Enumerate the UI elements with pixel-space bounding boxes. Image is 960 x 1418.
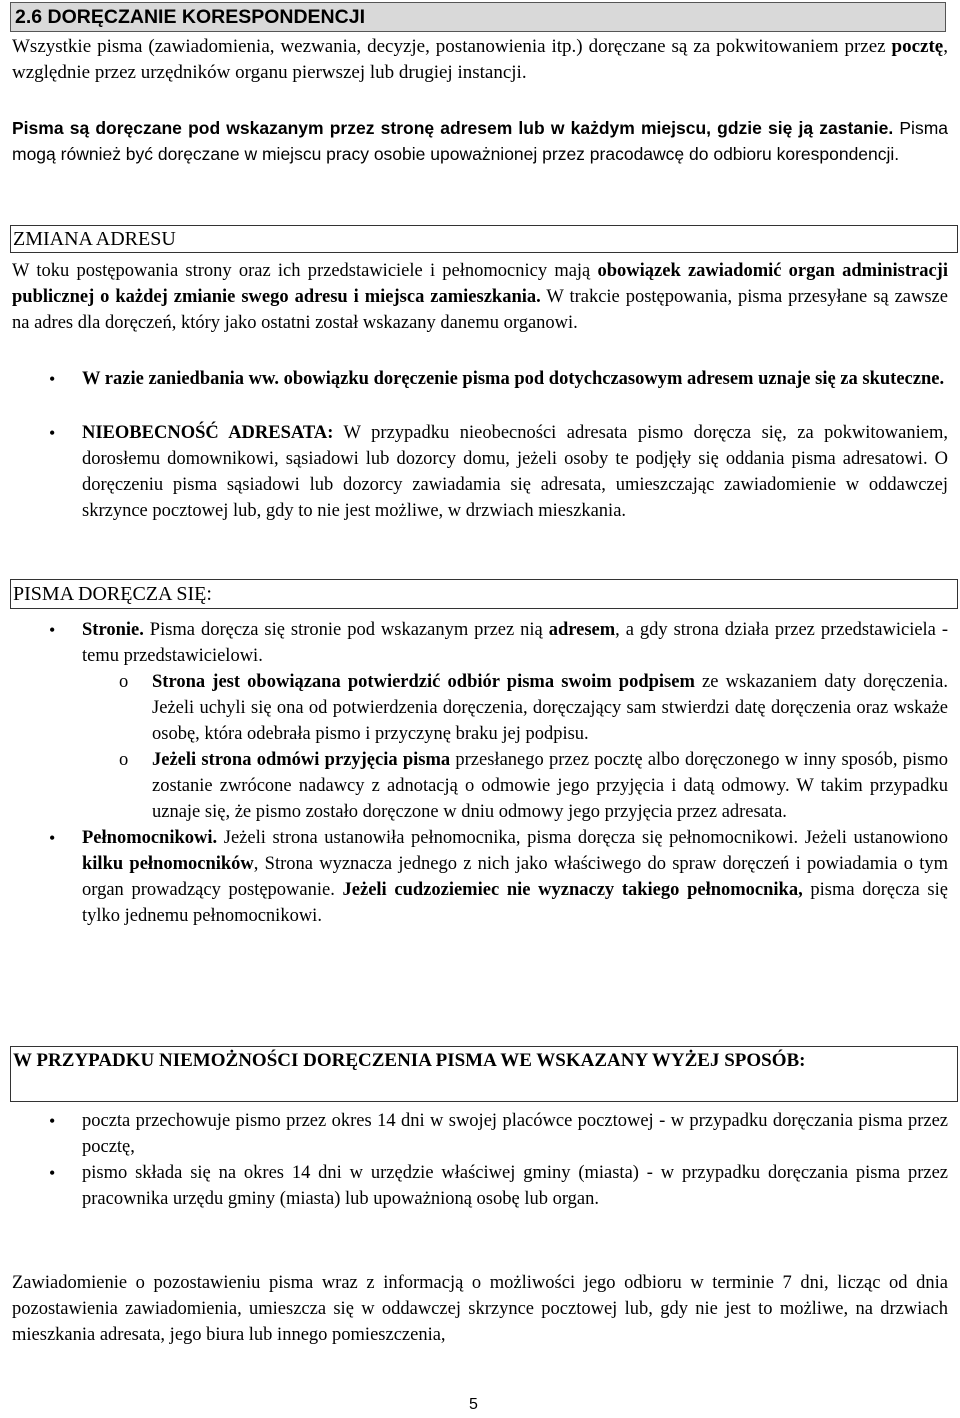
list-item	[12, 617, 948, 669]
bullet-icon: •	[49, 828, 56, 848]
w-przypadku-header: W PRZYPADKU NIEMOŻNOŚCI DORĘCZENIA PISMA WE WSKAZANY WYŻEJ SPOSÓB:	[10, 1046, 958, 1102]
bullet-icon: •	[49, 369, 56, 389]
zmiana-bold: obowiązek zawiadomić organ administracji publicznej o każdej zmianie swego adresu i miejsca zamieszkania.	[12, 261, 948, 307]
section-title: 2.6 DORĘCZANIE KORESPONDENCJI	[10, 2, 946, 32]
list-item	[12, 1108, 948, 1160]
final-paragraph: Zawiadomienie o pozostawieniu pisma wraz z informacją o możliwości jego odbioru w terminie 7 dni, licząc od dnia pozostawienia zawiadomienia, umieszcza się w oddawczej skrzynce pocztowej lub, gdy nie jest to możliwe, na drzwiach mieszkania adresata, jego biura lub innego pomieszczenia,	[12, 1273, 948, 1345]
intro-2-bold: Pisma są doręczane pod wskazanym przez stronę adresem lub w każdym miejscu, gdzie się ją zastanie.	[12, 118, 894, 138]
sub-bullet-icon: o	[119, 672, 129, 692]
pisma-doreczaj-header: PISMA DORĘCZA SIĘ:	[10, 579, 958, 609]
bullet-bold-2: adresem	[548, 620, 616, 640]
sub-bullet-icon: o	[119, 750, 129, 770]
zmiana-text-2: W trakcie postępowania, pisma przesyłane są zawsze na adres dla doręczeń, który jako ostatni został wskazany danemu organowi.	[12, 287, 948, 333]
sub-bold: Jeżeli strona odmówi przyjęcia pisma	[152, 750, 451, 770]
bullet-bold: Stronie.	[82, 620, 144, 640]
intro-paragraph-1	[12, 34, 948, 86]
sub-list-item	[12, 669, 948, 747]
bullet-text-2: , a gdy strona działa przez przedstawiciela - temu przedstawicielowi.	[82, 620, 948, 666]
list-item	[12, 420, 948, 524]
bullet-text-3: pisma doręcza się tylko jednemu pełnomocnikowi.	[82, 880, 948, 926]
intro-2-text: Pisma mogą również być doręczane w miejscu pracy osobie upoważnionej przez pracodawcę do odbioru korespondencji.	[12, 118, 949, 164]
bullet-bold-2: kilku pełnomocników	[82, 854, 254, 874]
intro-text-2: , względnie przez urzędników organu pierwszej lub drugiej instancji.	[12, 36, 948, 83]
list-item	[12, 1160, 948, 1212]
bullet-text: poczta przechowuje pismo przez okres 14 dni w swojej placówce pocztowej - w przypadku doręczania pisma przez pocztę,	[82, 1111, 948, 1157]
bullet-icon: •	[49, 1111, 56, 1131]
intro-paragraph-2	[12, 115, 948, 167]
zmiana-bullet-list	[12, 366, 948, 392]
sub-list-item	[12, 747, 948, 825]
bullet-icon: •	[49, 620, 56, 640]
zmiana-paragraph	[12, 258, 948, 336]
sub-text: przesłanego przez pocztę albo doręczonego w inny sposób, pismo zostanie zwrócone nadawcy z adnotacją o odmowie jego przyjęcia i datą odmowy. W takim przypadku uznaje się, że pismo zostało doręczone w dniu odmowy jego przyjęcia przez adresata.	[152, 750, 948, 822]
list-item	[12, 366, 948, 392]
list-item	[12, 825, 948, 929]
bullet-text: W przypadku nieobecności adresata pismo doręcza się, za pokwitowaniem, dorosłemu domownikowi, sąsiadowi lub dozorcy domu, jeżeli osoby te podjęły się oddania pisma adresatowi. O doręczeniu pisma sąsiadowi lub dozorcy zawiadamia się adresata, umieszczając zawiadomienie w oddawczej skrzynce pocztowej lub, gdy to nie jest możliwe, w drzwiach mieszkania.	[82, 423, 948, 521]
bullet-bold: NIEOBECNOŚĆ ADRESATA:	[82, 423, 334, 443]
bullet-text: pismo składa się na okres 14 dni w urzędzie właściwej gminy (miasta) - w przypadku doręczania pisma przez pracownika urzędu gminy (miasta) lub upoważnioną osobę lub organ.	[82, 1163, 948, 1209]
wprzyp-bullet-list	[12, 1108, 948, 1212]
pisma-bullet-list	[12, 617, 948, 929]
intro-text: Wszystkie pisma (zawiadomienia, wezwania, decyzje, postanowienia itp.) doręczane są za pokwitowaniem przez	[12, 36, 892, 57]
bullet-icon: •	[49, 423, 56, 443]
intro-bold: pocztę	[891, 36, 944, 57]
bullet-icon: •	[49, 1163, 56, 1183]
bullet-text: Jeżeli strona ustanowiła pełnomocnika, pisma doręcza się pełnomocnikowi. Jeżeli ustanowiono	[217, 828, 948, 848]
page-number: 5	[469, 1396, 478, 1413]
bullet-text-2: , Strona wyznacza jednego z nich jako właściwego do spraw doręczeń i powiadamia o tym organ prowadzący postępowanie.	[82, 854, 948, 900]
bullet-bold-3: Jeżeli cudzoziemiec nie wyznaczy takiego pełnomocnika,	[342, 880, 803, 900]
sub-text: ze wskazaniem daty doręczenia. Jeżeli uchyli się ona od potwierdzenia doręczenia, doręczający sam stwierdzi datę doręczenia oraz wskaże osobę, która odebrała pismo i przyczynę braku jej podpisu.	[152, 672, 948, 744]
zmiana-text-1: W toku postępowania strony oraz ich przedstawiciele i pełnomocnicy mają	[12, 261, 598, 281]
zmiana-bullet-list-2	[12, 420, 948, 524]
sub-bold: Strona jest obowiązana potwierdzić odbiór pisma swoim podpisem	[152, 672, 695, 692]
bullet-bold: Pełnomocnikowi.	[82, 828, 218, 848]
bullet-text: W razie zaniedbania ww. obowiązku doręczenie pisma pod dotychczasowym adresem uznaje się za skuteczne.	[82, 369, 945, 389]
bullet-text: Pisma doręcza się stronie pod wskazanym przez nią	[143, 620, 549, 640]
zmiana-adresu-header: ZMIANA ADRESU	[10, 225, 958, 253]
